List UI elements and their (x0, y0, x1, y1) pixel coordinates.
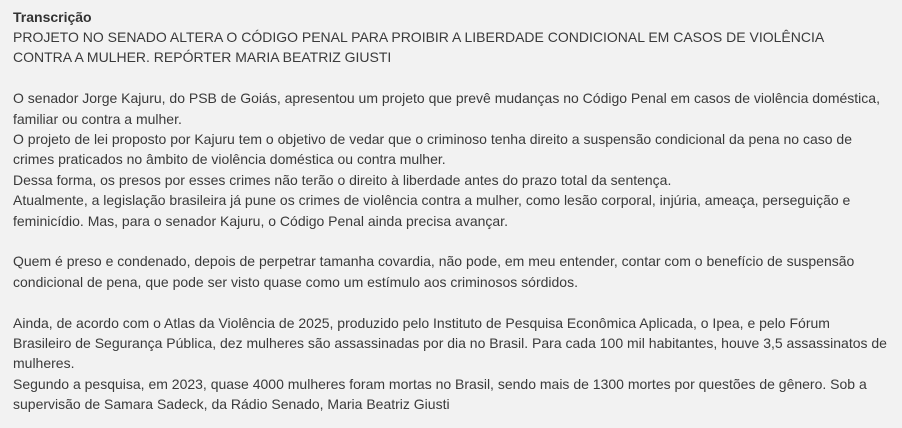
transcript-title-line-1: PROJETO NO SENADO ALTERA O CÓDIGO PENAL PARA PROIBIR A LIBERDADE CONDICIONAL EM CASOS DE VIOLÊNCIA (13, 29, 825, 45)
transcript-paragraph-4: Atualmente, a legislação brasileira já pune os crimes de violência contra a mulher, como lesão corporal, injúria, ameaça, perseguição e feminicídio. Mas, para o senador Kajuru, o Código Penal ainda precisa avançar. (13, 192, 851, 229)
paragraph-spacer (13, 292, 889, 312)
transcript-paragraph-6: Ainda, de acordo com o Atlas da Violência de 2025, produzido pelo Instituto de Pesquisa Econômica Aplicada, o Ipea, e pelo Fórum Brasileiro de Segurança Pública, dez mulheres são assassinadas por dia no Brasil. Para cada 100 mil habitantes, houve 3,5 assassinatos de mulheres. (13, 314, 887, 372)
transcript-paragraph-3: Dessa forma, os presos por esses crimes não terão o direito à liberdade antes do prazo total da sentença. (13, 171, 672, 188)
transcript-paragraph-2: O projeto de lei proposto por Kajuru tem o objetivo de vedar que o criminoso tenha direito a suspensão condicional da pena no caso de crimes praticados no âmbito de violência doméstica ou contra mulher. (13, 131, 852, 168)
transcript-heading: Transcrição (13, 9, 92, 25)
transcript-paragraph-7: Segundo a pesquisa, em 2023, quase 4000 mulheres foram mortas no Brasil, sendo mais de 1300 mortes por questões de gênero. Sob a supervisão de Samara Sadeck, da Rádio Senado, Maria Beatriz Giusti (13, 375, 867, 413)
transcript-paragraph-1: O senador Jorge Kajuru, do PSB de Goiás, apresentou um projeto que prevê mudanças no Código Penal em casos de violência doméstica, familiar ou contra a mulher. (13, 90, 880, 127)
transcript-title-line-2: CONTRA A MULHER. REPÓRTER MARIA BEATRIZ GIUSTI (13, 49, 392, 66)
paragraph-spacer (13, 68, 889, 88)
paragraph-spacer (13, 231, 889, 251)
transcript-quote: Quem é preso e condenado, depois de perpetrar tamanha covardia, não pode, em meu entender, contar com o benefício de suspensão condicional de pena, que pode ser visto quase como um estímulo aos criminosos sórdidos. (13, 253, 855, 290)
